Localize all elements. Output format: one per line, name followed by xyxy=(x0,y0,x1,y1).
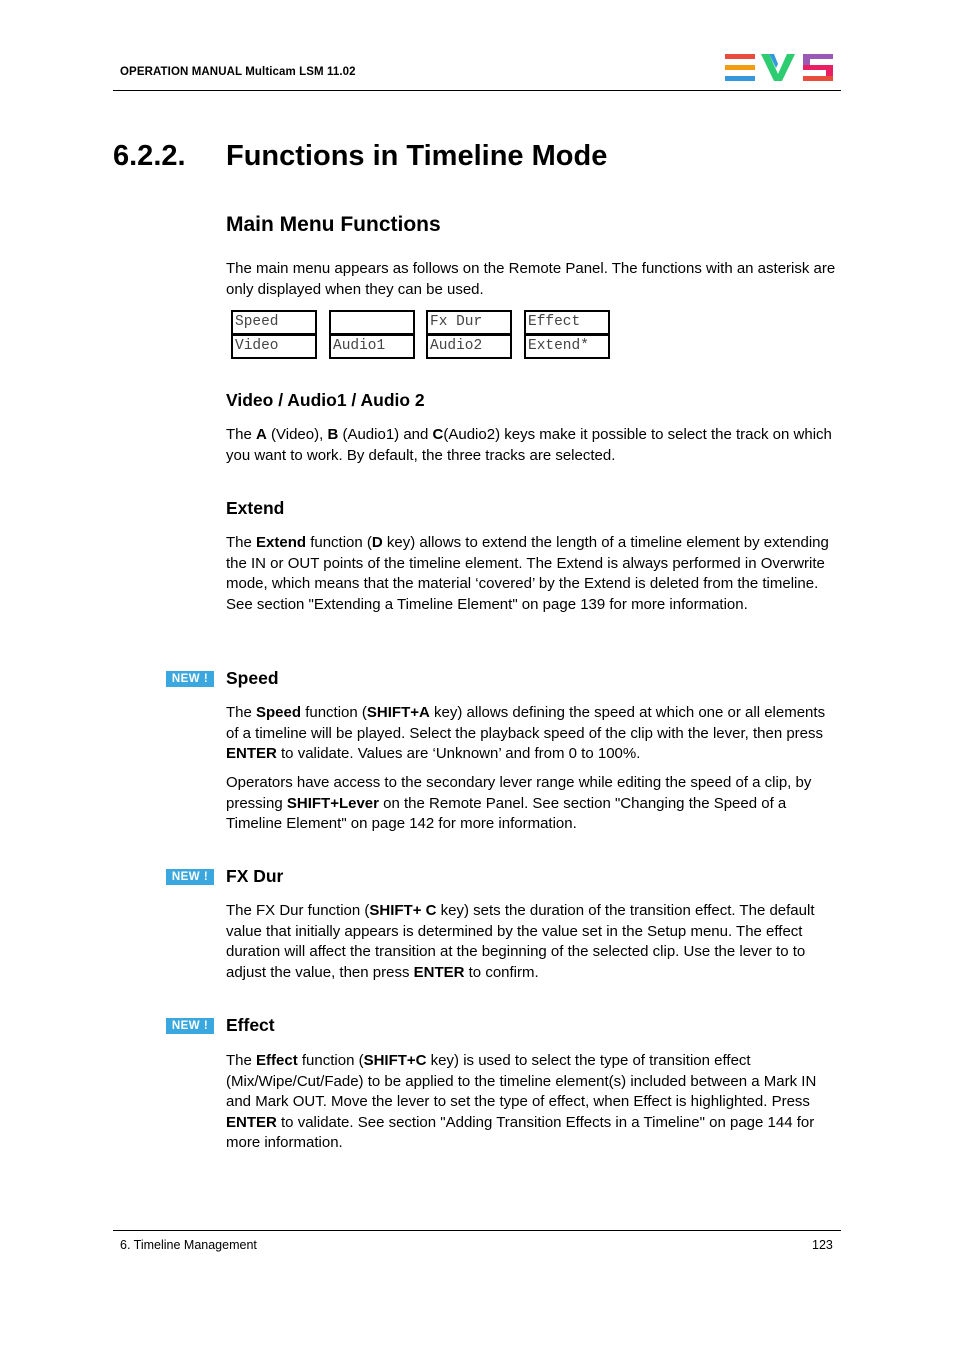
chapter-heading xyxy=(113,140,607,173)
speed-paragraph-1: The Speed function (SHIFT+A key) allows defining the speed at which one or all elements of a timeline will be played. Select the playback speed of the clip with the lever, then press ENTER to validate. Values are ‘Unknown’ and from 0 to 100%. xyxy=(226,704,826,762)
video-audio-paragraph: The A (Video), B (Audio1) and C(Audio2) keys make it possible to select the track on which you want to work. By default, the three tracks are selected. xyxy=(226,426,832,464)
chapter-number: 6.2.2. xyxy=(113,140,186,172)
page-number: 123 xyxy=(812,1238,833,1252)
key-cell-empty xyxy=(329,310,415,335)
key-cell-speed: Speed xyxy=(231,310,317,335)
extend-paragraph: The Extend function (D key) allows to extend the length of a timeline element by extending the IN or OUT points of the timeline element. The Extend is always performed in Overwrite mode, which means that the material ‘covered’ by the Extend is deleted from the timeline. See section "Extending a Timeline Element" on page 139 for more information. xyxy=(226,534,829,613)
speed-heading: Speed xyxy=(226,668,279,688)
new-badge-fxdur: NEW ! xyxy=(166,869,214,885)
key-cell-video: Video xyxy=(231,334,317,359)
effect-heading: Effect xyxy=(226,1015,275,1035)
key-cell-fxdur: Fx Dur xyxy=(426,310,512,335)
header-rule xyxy=(113,90,841,91)
key-cell-extend: Extend* xyxy=(524,334,610,359)
extend-heading: Extend xyxy=(226,498,285,518)
running-header-title: OPERATION MANUAL Multicam LSM 11.02 xyxy=(120,66,356,78)
key-cell-audio2: Audio2 xyxy=(426,334,512,359)
speed-paragraph-2: Operators have access to the secondary lever range while editing the speed of a clip, by pressing SHIFT+Lever on the Remote Panel. See section "Changing the Speed of a Timeline Element" on page 142 for more information. xyxy=(226,774,812,832)
chapter-title: Functions in Timeline Mode xyxy=(226,140,608,172)
new-badge-effect: NEW ! xyxy=(166,1018,214,1034)
footer-section: 6. Timeline Management xyxy=(120,1238,257,1252)
key-cell-effect: Effect xyxy=(524,310,610,335)
effect-paragraph: The Effect function (SHIFT+C key) is used to select the type of transition effect (Mix/Wipe/Cut/Fade) to be applied to the timeline element(s) included between a Mark IN and Mark OUT. Move the lever to set the type of effect, when Effect is highlighted. Press ENTER to validate. See section "Adding Transition Effects in a Timeline" on page 144 for more information. xyxy=(226,1052,817,1151)
fxdur-heading: FX Dur xyxy=(226,866,284,886)
main-menu-heading: Main Menu Functions xyxy=(226,213,441,236)
new-badge-speed: NEW ! xyxy=(166,671,214,687)
evs-logo xyxy=(725,54,835,82)
video-audio-heading: Video / Audio1 / Audio 2 xyxy=(226,390,425,410)
footer-rule xyxy=(113,1230,841,1231)
fxdur-paragraph: The FX Dur function (SHIFT+ C key) sets the duration of the transition effect. The default value that initially appears is determined by the value set in the Setup menu. The effect duration will affect the transition at the beginning of the selected clip. Use the lever to to adjust the value, then press ENTER to confirm. xyxy=(226,902,815,981)
main-menu-intro: The main menu appears as follows on the Remote Panel. The functions with an asterisk are only displayed when they can be used. xyxy=(226,260,836,298)
key-cell-audio1: Audio1 xyxy=(329,334,415,359)
